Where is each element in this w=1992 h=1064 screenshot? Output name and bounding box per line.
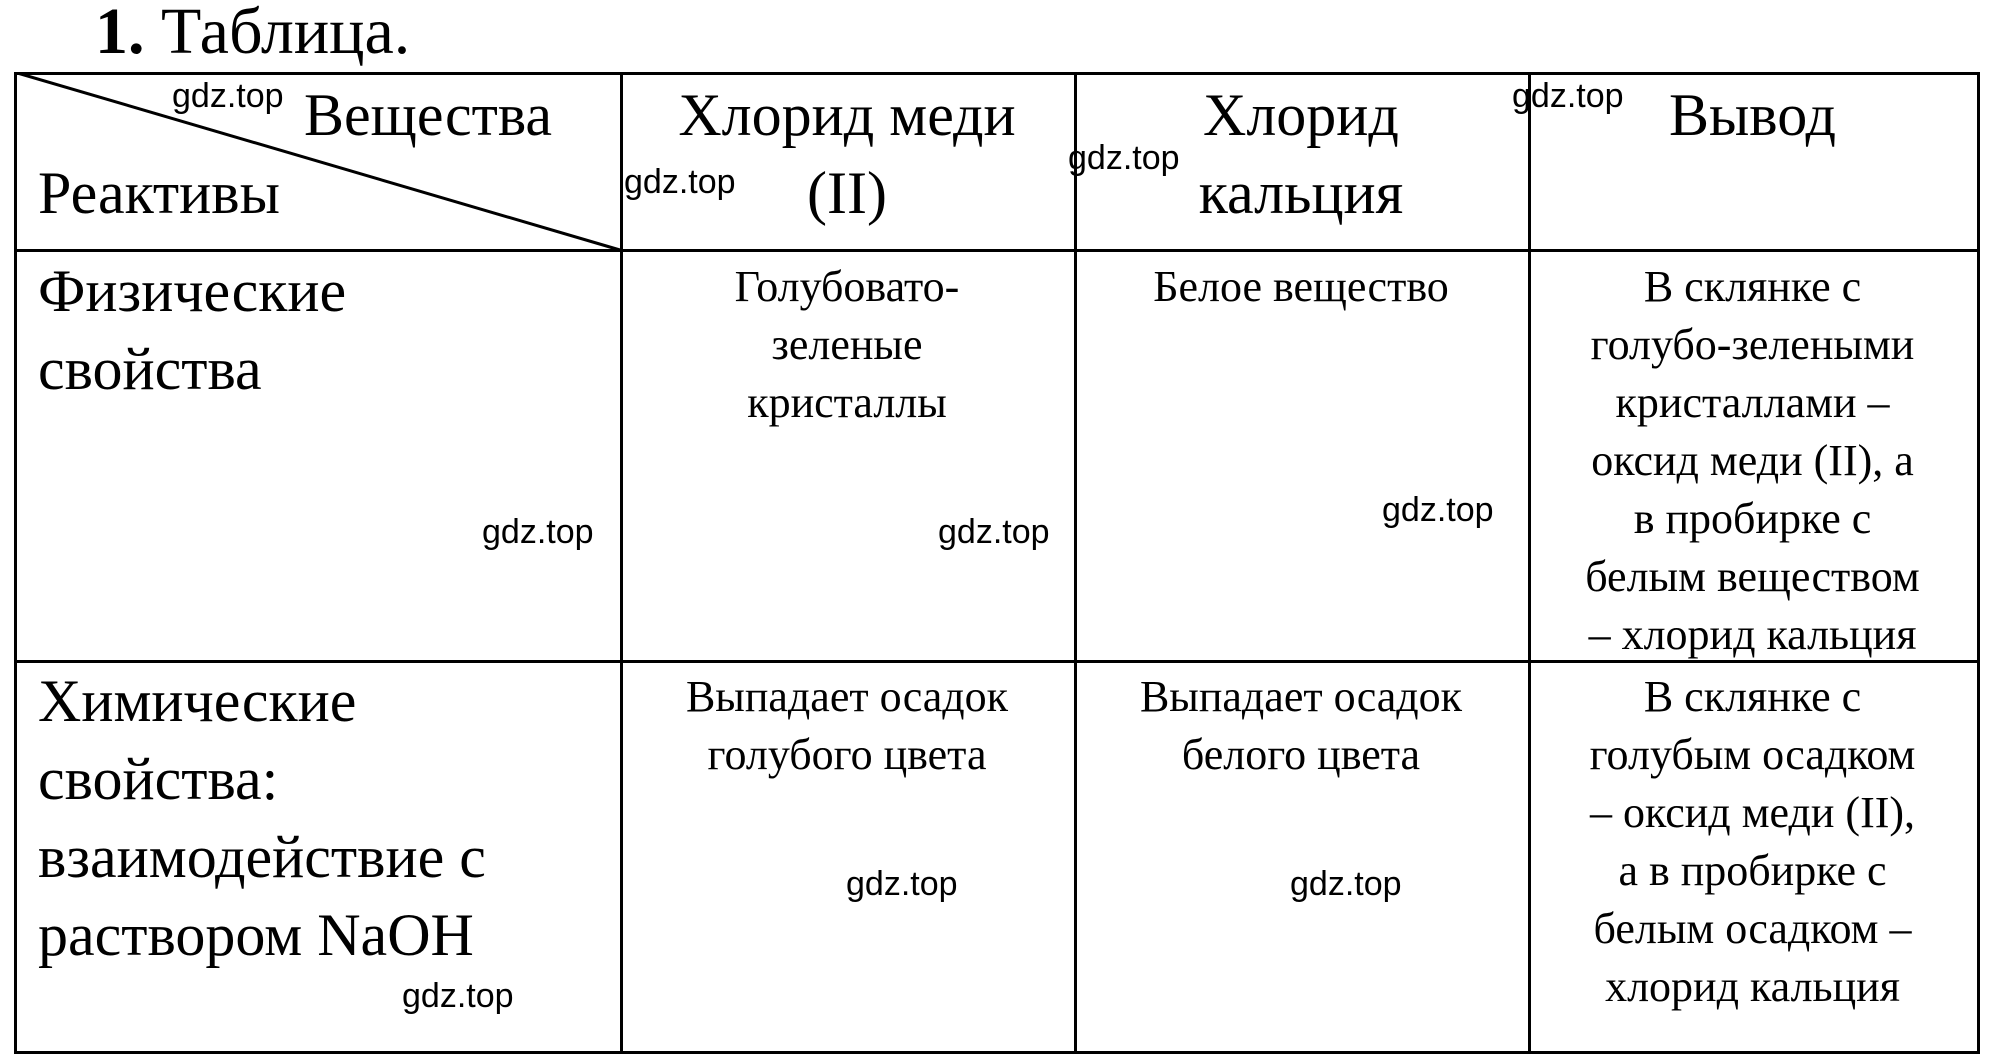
table-border-bottom [14, 1051, 1980, 1054]
watermark: gdz.top [1290, 865, 1402, 903]
corner-label-substances: Вещества [304, 82, 552, 148]
column-header-copper-chloride: Хлорид меди (II) [678, 82, 1016, 226]
watermark: gdz.top [482, 513, 594, 551]
cell-physical-copper-chloride: Голубовато- зеленые кристаллы [734, 262, 960, 427]
row-label-chemical-properties: Химические свойства: взаимодействие с раствором NaOH [38, 668, 486, 968]
cell-chemical-conclusion: В склянке с голубым осадком – оксид меди (II), а в пробирке с белым осадком – хлорид кальция [1589, 672, 1916, 1011]
watermark: gdz.top [938, 513, 1050, 551]
cell-chemical-copper-chloride: Выпадает осадок голубого цвета [685, 672, 1009, 779]
cell-physical-calcium-chloride: Белое вещество [1153, 262, 1449, 311]
watermark: gdz.top [1068, 139, 1180, 177]
properties-table [14, 72, 1980, 1054]
title-number: 1. [95, 0, 145, 68]
column-header-calcium-chloride: Хлорид кальция [1198, 82, 1404, 226]
watermark: gdz.top [1382, 491, 1494, 529]
corner-label-reagents: Реактивы [38, 160, 280, 226]
watermark: gdz.top [402, 977, 514, 1015]
column-header-conclusion: Вывод [1668, 82, 1837, 148]
watermark: gdz.top [846, 865, 958, 903]
page-title [95, 0, 410, 72]
watermark: gdz.top [172, 77, 284, 115]
table-border-right [1977, 72, 1980, 1054]
watermark: gdz.top [624, 163, 736, 201]
cell-physical-conclusion: В склянке с голубо-зелеными кристаллами – оксид меди (II), а в пробирке с белым веществом – хлорид кальция [1585, 262, 1920, 659]
watermark: gdz.top [1512, 77, 1624, 115]
title-text: Таблица. [161, 0, 411, 68]
cell-chemical-calcium-chloride: Выпадает осадок белого цвета [1139, 672, 1463, 779]
row-label-physical-properties: Физические свойства [38, 258, 347, 402]
